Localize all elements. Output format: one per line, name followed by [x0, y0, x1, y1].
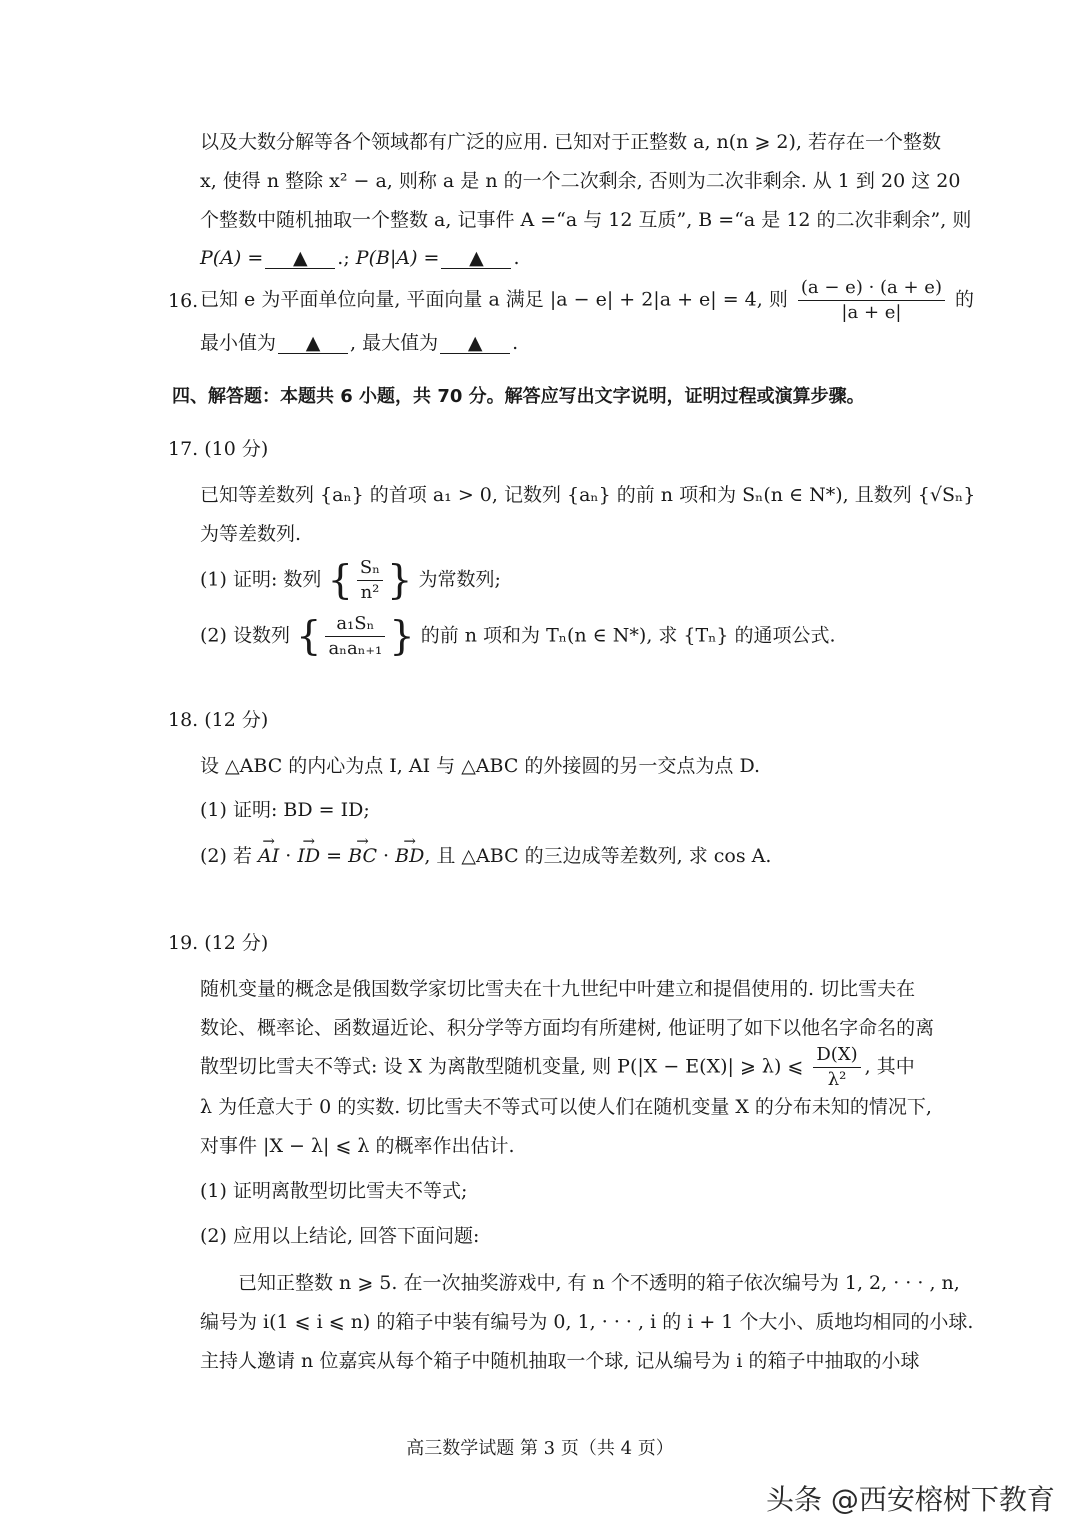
- q15-line-2: x, 使得 n 整除 x² − a, 则称 a 是 n 的一个二次剩余, 否则为二次非剩余. 从 1 到 20 这 20: [200, 170, 961, 192]
- vector-bd: → BD: [395, 843, 424, 869]
- q17-p1-num: Sₙ: [357, 556, 383, 581]
- q15-pa-label: P(A) =: [200, 247, 264, 269]
- vector-bc: → BC: [348, 843, 377, 869]
- q16-line-2: 最小值为 ▲ , 最大值为 ▲ .: [200, 332, 519, 354]
- q17-p2-num: a₁Sₙ: [325, 612, 385, 637]
- q16-max-label: 最大值为: [362, 332, 439, 354]
- q19-line-5: 对事件 |X − λ| ⩽ λ 的概率作出估计.: [200, 1135, 515, 1157]
- q18-score: (12 分): [204, 709, 269, 731]
- q19-number: 19.: [168, 932, 199, 954]
- q17-score: (10 分): [204, 438, 269, 460]
- q15-line-1: 以及大数分解等各个领域都有广泛的应用. 已知对于正整数 a, n(n ⩾ 2), 若存在一个整数: [200, 131, 941, 153]
- q17-line-1: 已知等差数列 {aₙ} 的首项 a₁ > 0, 记数列 {aₙ} 的前 n 项和为 Sₙ(n ∈ N*), 且数列 {√Sₙ}: [200, 484, 976, 506]
- q19-header: [168, 930, 268, 956]
- vector-id: → ID: [297, 843, 320, 869]
- q19-context-1: 已知正整数 n ⩾ 5. 在一次抽奖游戏中, 有 n 个不透明的箱子依次编号为 1, 2, · · · , n,: [238, 1272, 960, 1294]
- q19-part-2: (2) 应用以上结论, 回答下面问题:: [200, 1225, 480, 1247]
- q17-p2-fraction: [325, 612, 385, 661]
- q18-p2-suffix: , 且 △ABC 的三边成等差数列, 求 cos A.: [424, 845, 772, 867]
- answer-blank: ▲: [440, 333, 510, 354]
- q16-suffix: 的: [955, 288, 975, 311]
- q16-frac-denominator: |a + e|: [841, 302, 902, 323]
- q16-fraction: [798, 276, 945, 325]
- q15-line-4: P(A) = ▲ .; P(B|A) = ▲ .: [200, 247, 520, 269]
- q18-number: 18.: [168, 709, 199, 731]
- q18-p2-prefix: (2) 若: [200, 845, 252, 867]
- q16-frac-numerator: (a − e) · (a + e): [798, 276, 945, 301]
- q17-part-1: (1) 证明: 数列 { $\frac{\text{Sₙ}}{\text{n²}}$ } 为常数列;: [200, 557, 501, 604]
- section-heading: 四、解答题：本题共 6 小题，共 70 分。解答应写出文字说明，证明过程或演算步骤。: [172, 386, 865, 407]
- q17-p1-den: n²: [360, 582, 380, 603]
- q19-line-4: λ 为任意大于 0 的实数. 切比雪夫不等式可以使人们在随机变量 X 的分布未知的情况下,: [200, 1096, 932, 1118]
- q19-fraction: [813, 1043, 860, 1092]
- q17-part-2: (2) 设数列 { $\frac{\text{a₁Sₙ}}{\text{aₙaₙ₊₁}}$ } 的前 n 项和为 Tₙ(n ∈ N*), 求 {Tₙ} 的通项公式.: [200, 613, 836, 660]
- q18-part-1: (1) 证明: BD = ID;: [200, 799, 370, 821]
- q17-p2-den: aₙaₙ₊₁: [328, 638, 383, 659]
- q19-score: (12 分): [204, 932, 269, 954]
- q19-line-3: [200, 1043, 915, 1092]
- answer-blank: ▲: [265, 248, 335, 269]
- q19-line-2: 数论、概率论、函数逼近论、积分学等方面均有所建树, 他证明了如下以他名字命名的离: [200, 1017, 935, 1039]
- q17-p1-suffix: 为常数列;: [418, 568, 501, 591]
- q19-frac-den: λ²: [827, 1069, 847, 1090]
- q15-line-3: 个整数中随机抽取一个整数 a, 记事件 A =“a 与 12 互质”, B =“a 是 12 的二次非剩余”, 则: [200, 209, 972, 231]
- q16-line-1: [200, 276, 974, 325]
- q19-frac-num: D(X): [813, 1043, 860, 1068]
- q17-line-2: 为等差数列.: [200, 523, 302, 545]
- q17-p1-prefix: (1) 证明: 数列: [200, 568, 322, 591]
- q18-part-2: (2) 若 → AI · → ID = → BC · → BD, 且 △ABC 的三边成等差数列, 求 cos A.: [200, 843, 771, 869]
- answer-blank: ▲: [278, 333, 348, 354]
- q16-number: 16.: [168, 290, 199, 312]
- q17-number: 17.: [168, 438, 199, 460]
- q17-p1-fraction: [357, 556, 383, 605]
- q19-line-1: 随机变量的概念是俄国数学家切比雪夫在十九世纪中叶建立和提倡使用的. 切比雪夫在: [200, 978, 916, 1000]
- q19-context-3: 主持人邀请 n 位嘉宾从每个箱子中随机抽取一个球, 记从编号为 i 的箱子中抽取的小球: [200, 1350, 920, 1372]
- watermark: 头条 @西安榕树下教育: [766, 1483, 1055, 1516]
- q17-p2-suffix: 的前 n 项和为 Tₙ(n ∈ N*), 求 {Tₙ} 的通项公式.: [420, 624, 836, 647]
- q19-line-3-prefix: 散型切比雪夫不等式: 设 X 为离散型随机变量, 则 P(|X − E(X)| ⩾ λ) ⩽: [200, 1055, 804, 1078]
- q18-header: [168, 707, 268, 733]
- q17-p2-prefix: (2) 设数列: [200, 624, 290, 647]
- q17-header: [168, 436, 268, 462]
- vector-ai: → AI: [258, 843, 279, 869]
- q16-prefix: 已知 e 为平面单位向量, 平面向量 a 满足 |a − e| + 2|a + e| = 4, 则: [200, 288, 788, 311]
- q19-line-3-suffix: , 其中: [864, 1055, 915, 1078]
- page-footer: 高三数学试题 第 3 页（共 4 页）: [406, 1438, 674, 1459]
- q19-part-1: (1) 证明离散型切比雪夫不等式;: [200, 1180, 468, 1202]
- q19-context-2: 编号为 i(1 ⩽ i ⩽ n) 的箱子中装有编号为 0, 1, · · · , i 的 i + 1 个大小、质地均相同的小球.: [200, 1311, 974, 1333]
- q15-pba-label: P(B|A) =: [355, 247, 440, 269]
- q18-line-1: 设 △ABC 的内心为点 I, AI 与 △ABC 的外接圆的另一交点为点 D.: [200, 755, 761, 777]
- answer-blank: ▲: [441, 248, 511, 269]
- q16-min-label: 最小值为: [200, 332, 277, 354]
